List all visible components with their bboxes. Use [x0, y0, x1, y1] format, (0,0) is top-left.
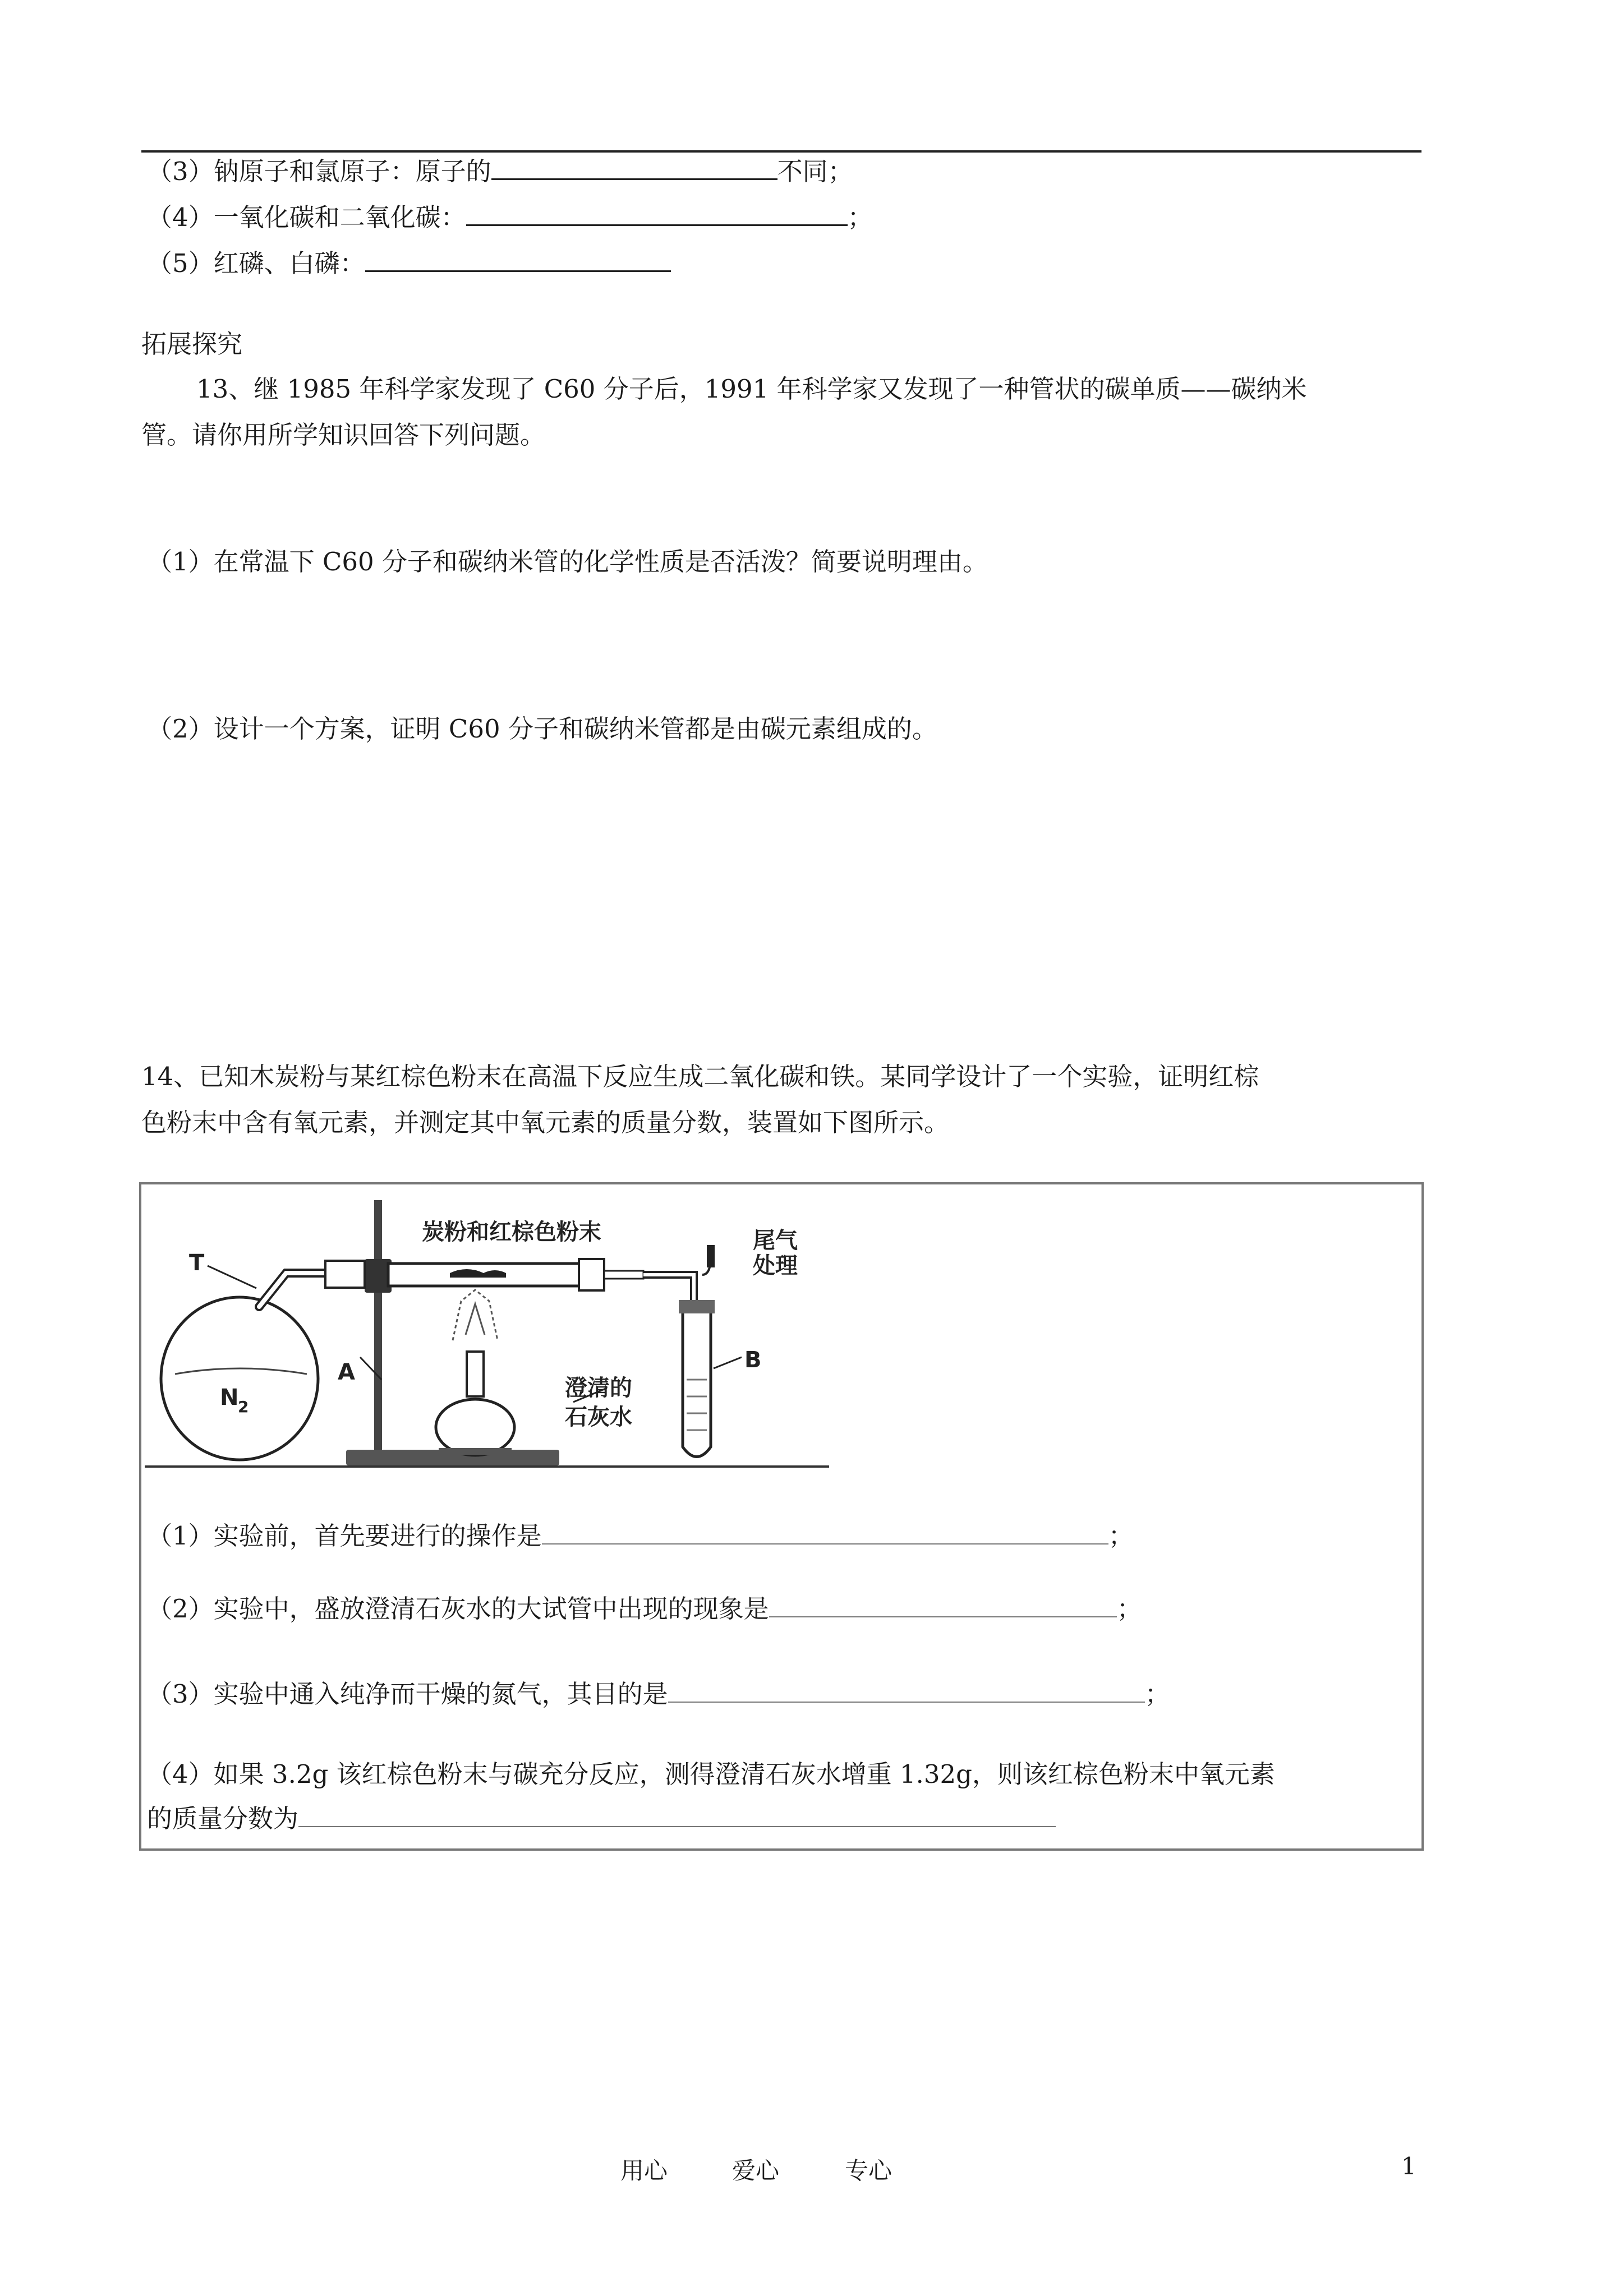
top-rule [141, 150, 1421, 153]
answer-blank[interactable] [542, 1519, 1108, 1545]
footer-word-1: 用心 [620, 2157, 668, 2184]
diagram-label-b: B [744, 1347, 762, 1373]
diagram-label-water-1: 澄清的 [565, 1375, 632, 1401]
diagram-label-a: A [338, 1359, 355, 1385]
answer-blank[interactable] [668, 1677, 1145, 1703]
diagram-label-tail-2: 处理 [753, 1253, 798, 1279]
q14-sub-4-line-1: （4）如果 3.2g 该红棕色粉末与碳充分反应，测得澄清石灰水增重 1.32g，则该红棕色粉末中氧元素 [147, 1759, 1275, 1789]
diagram-label-top: 炭粉和红棕色粉末 [422, 1219, 601, 1245]
ground-line [145, 1465, 829, 1468]
footer-word-3: 专心 [845, 2157, 892, 2184]
iron-stand-rod [374, 1200, 382, 1464]
diagram-label-n-sub: 2 [238, 1398, 249, 1416]
q14-sub-2: （2）实验中，盛放澄清石灰水的大试管中出现的现象是 ； [147, 1592, 1142, 1626]
q12-item-4: （4）一氧化碳和二氧化碳： ； [147, 200, 873, 234]
apparatus-diagram [147, 1189, 837, 1469]
q14-text-line-2: 色粉末中含有氧元素，并测定其中氧元素的质量分数，装置如下图所示。 [141, 1108, 950, 1137]
q14-sub-3: （3）实验中通入纯净而干燥的氮气，其目的是 ； [147, 1677, 1170, 1711]
q13-sub-1: （1）在常温下 C60 分子和碳纳米管的化学性质是否活泼？简要说明理由。 [147, 547, 988, 577]
answer-blank[interactable] [466, 200, 848, 226]
section-title: 拓展探究 [141, 329, 243, 359]
diagram-label-n: N [220, 1385, 239, 1410]
alcohol-lamp [467, 1352, 484, 1396]
q13-text-line-2: 管。请你用所学知识回答下列问题。 [141, 420, 546, 450]
q12-item-3: （3）钠原子和氯原子：原子的 不同； [147, 154, 853, 188]
page-number: 1 [1401, 2152, 1416, 2180]
q13-sub-2: （2）设计一个方案，证明 C60 分子和碳纳米管都是由碳元素组成的。 [147, 714, 937, 744]
diagram-label-water-2: 石灰水 [565, 1404, 632, 1430]
answer-blank[interactable] [298, 1801, 1056, 1827]
q14-sub-4-line-2: 的质量分数为 [147, 1801, 1056, 1836]
q13-text-line-1: 13、继 1985 年科学家发现了 C60 分子后，1991 年科学家又发现了一种管状的碳单质——碳纳米 [196, 374, 1307, 404]
answer-blank[interactable] [365, 246, 671, 272]
footer-word-2: 爱心 [732, 2157, 780, 2184]
test-tube [683, 1307, 711, 1457]
q12-item-5: （5）红磷、白磷： [147, 246, 671, 280]
q14-text-line-1: 14、已知木炭粉与某红棕色粉末在高温下反应生成二氧化碳和铁。某同学设计了一个实验，证明红棕 [141, 1062, 1259, 1091]
nitrogen-balloon-icon [161, 1297, 318, 1460]
diagram-label-t: T [189, 1250, 205, 1276]
q14-sub-1: （1）实验前，首先要进行的操作是 ； [147, 1519, 1134, 1553]
answer-blank[interactable] [769, 1592, 1117, 1617]
answer-blank[interactable] [491, 154, 778, 180]
diagram-label-tail-1: 尾气 [753, 1228, 798, 1253]
